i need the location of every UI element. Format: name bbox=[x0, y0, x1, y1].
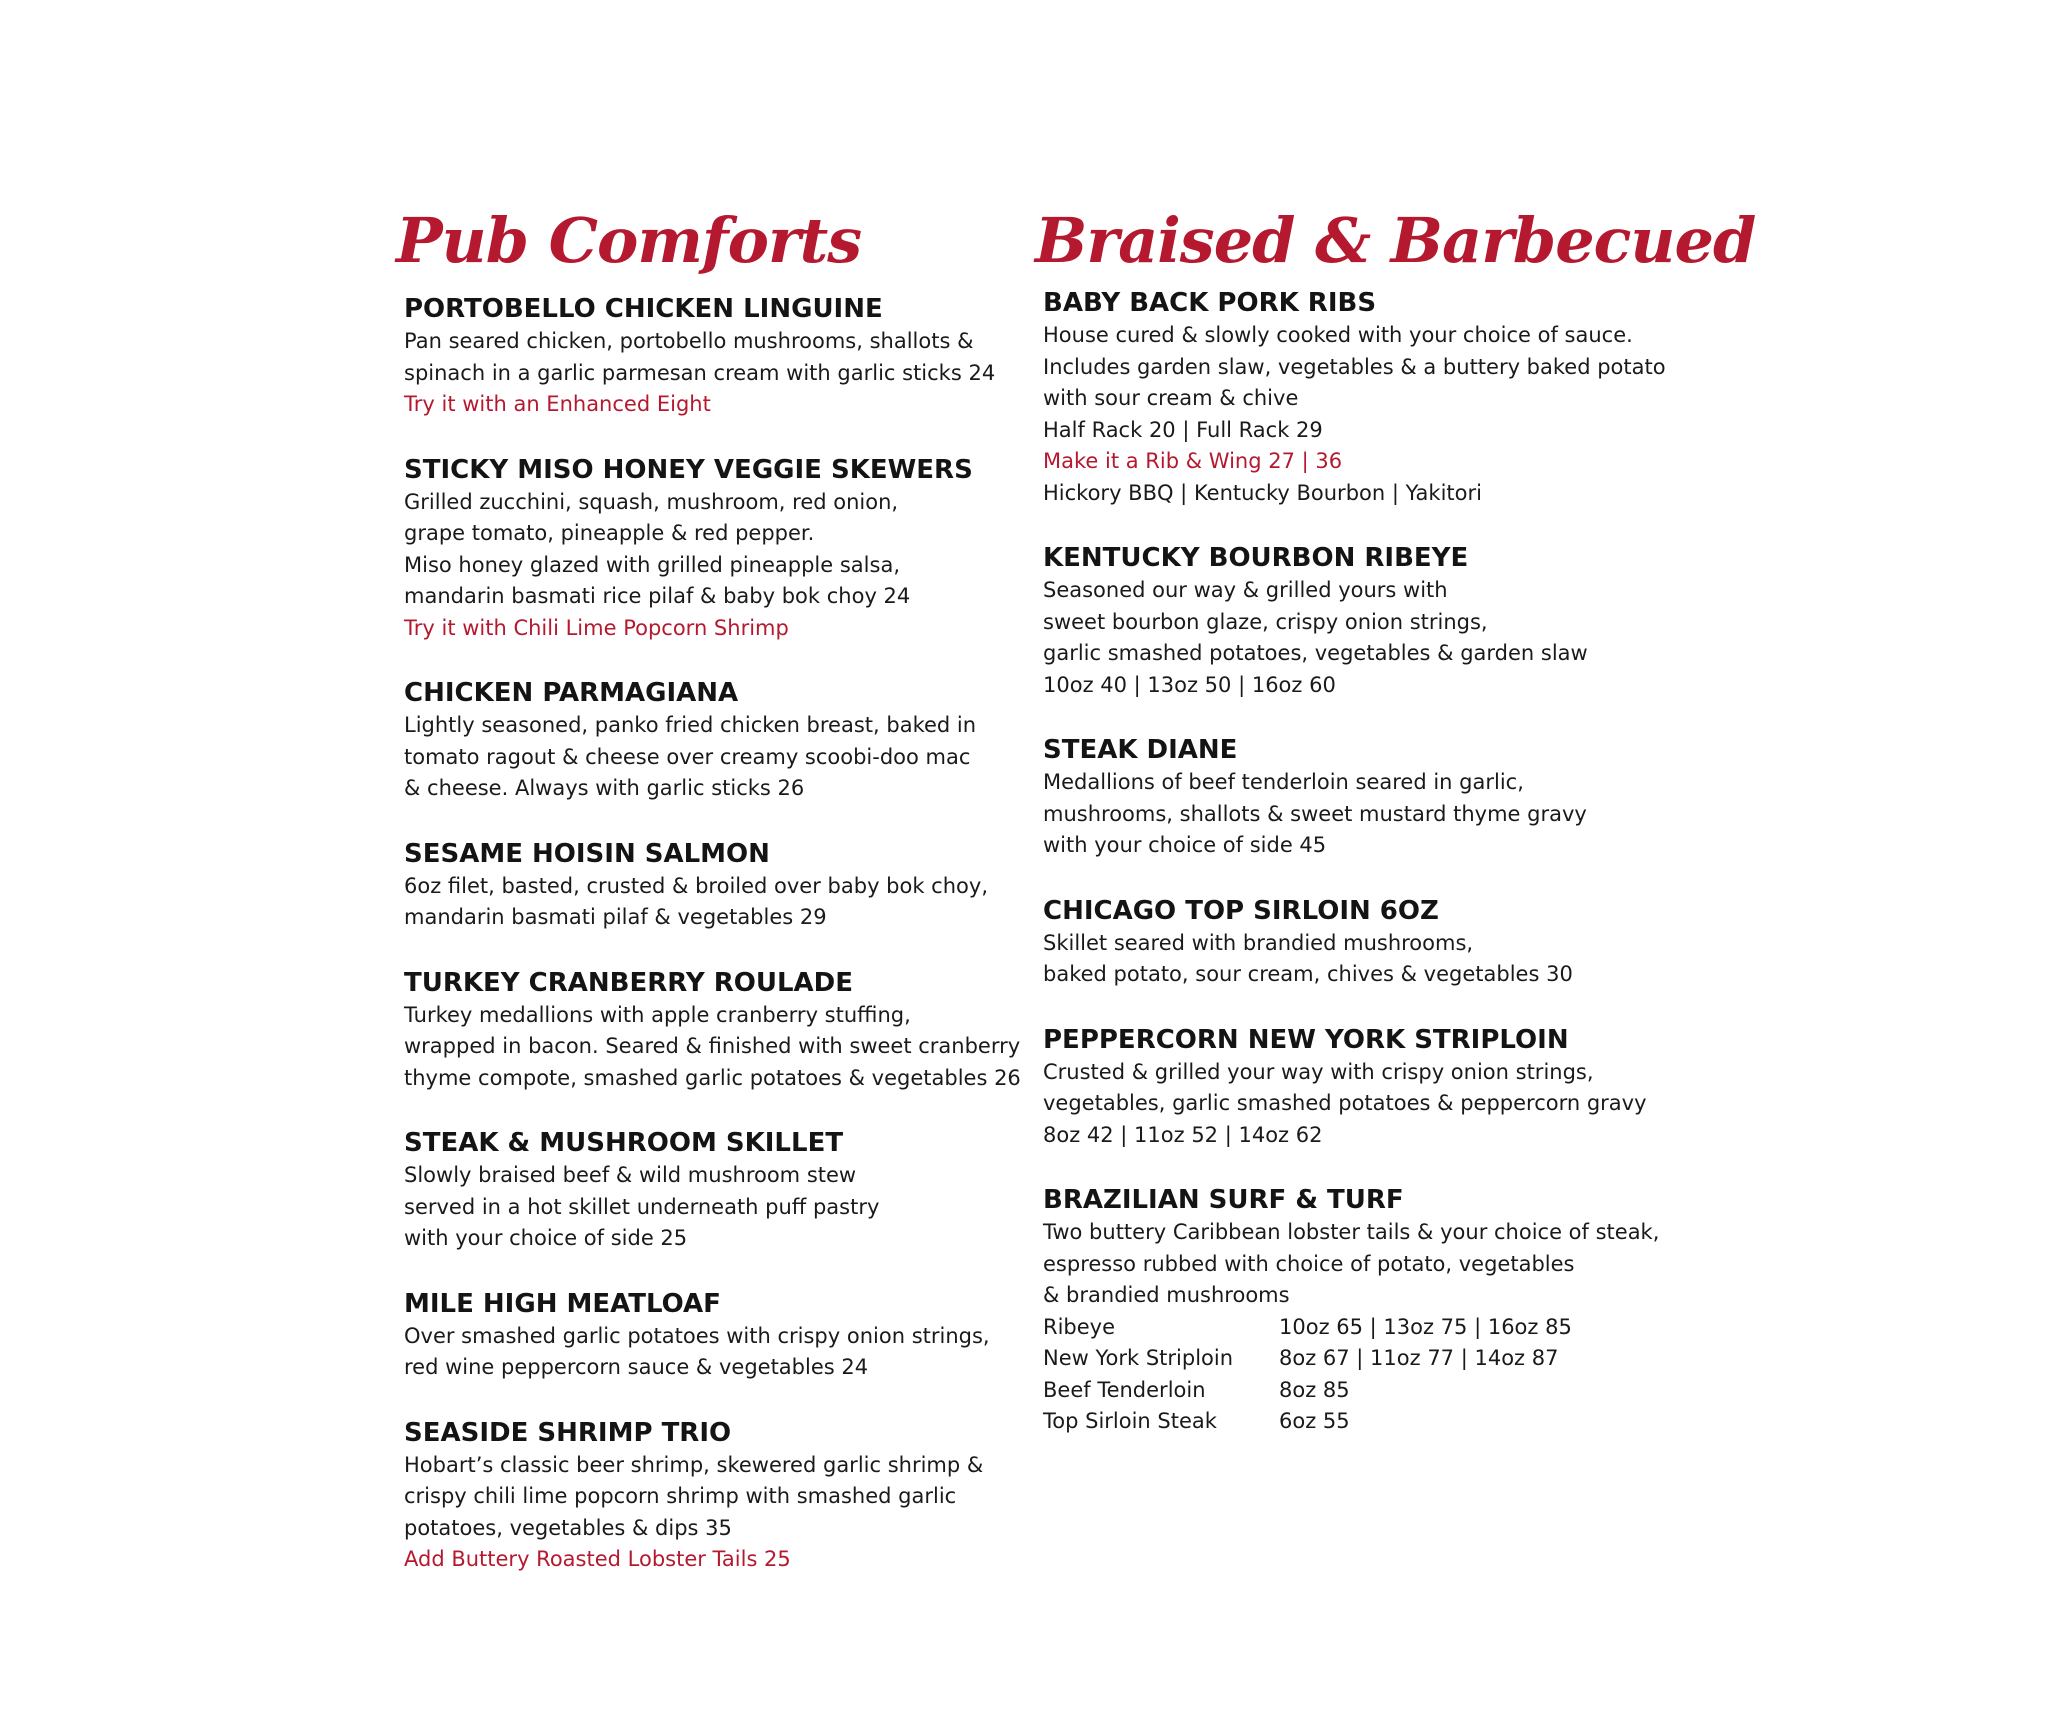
menu-column-pub-comforts bbox=[396, 200, 1036, 1608]
price-values: 6oz 55 bbox=[1279, 1409, 1350, 1433]
menu-item bbox=[404, 966, 1036, 1095]
price-row bbox=[1043, 1406, 1755, 1438]
menu-item-description: mandarin basmati pilaf & vegetables 29 bbox=[404, 905, 827, 929]
menu-item-description: spinach in a garlic parmesan cream with garlic sticks 24 bbox=[404, 360, 996, 385]
menu-item-upsell: Make it a Rib & Wing 27 | 36 bbox=[1043, 449, 1343, 473]
price-values: 10oz 65 | 13oz 75 | 16oz 85 bbox=[1279, 1314, 1572, 1339]
menu-item bbox=[404, 292, 1036, 421]
menu-item-description: Slowly braised beef & wild mushroom stew bbox=[404, 1163, 857, 1187]
menu-item-upsell: Try it with Chili Lime Popcorn Shrimp bbox=[404, 615, 789, 640]
menu-item-name: SESAME HOISIN SALMON bbox=[404, 838, 770, 869]
menu-item-name: TURKEY CRANBERRY ROULADE bbox=[404, 967, 853, 998]
menu-item-description: Hobart’s classic beer shrimp, skewered garlic shrimp & bbox=[404, 1452, 984, 1477]
price-cut-name: Beef Tenderloin bbox=[1043, 1377, 1206, 1402]
menu-item-description: Skillet seared with brandied mushrooms, bbox=[1043, 930, 1474, 955]
menu-item-description: & brandied mushrooms bbox=[1043, 1283, 1290, 1307]
menu-item-name: MILE HIGH MEATLOAF bbox=[404, 1288, 721, 1319]
menu-item-description: mandarin basmati rice pilaf & baby bok choy 24 bbox=[404, 584, 911, 608]
menu-item bbox=[404, 453, 1036, 645]
menu-item-description: sweet bourbon glaze, crispy onion strings, bbox=[1043, 609, 1488, 634]
menu-item-description: 10oz 40 | 13oz 50 | 16oz 60 bbox=[1043, 672, 1336, 697]
menu-item bbox=[404, 1126, 1036, 1255]
price-row bbox=[1043, 1312, 1755, 1344]
menu-item-description: baked potato, sour cream, chives & vegetables 30 bbox=[1043, 962, 1573, 986]
price-cut-name: Ribeye bbox=[1043, 1314, 1116, 1339]
menu-item-name: CHICKEN PARMAGIANA bbox=[404, 678, 739, 708]
menu-item-description: wrapped in bacon. Seared & finished with sweet cranberry bbox=[404, 1034, 1021, 1058]
price-row bbox=[1043, 1343, 1755, 1375]
menu-item-name: CHICAGO TOP SIRLOIN 6OZ bbox=[1043, 895, 1439, 926]
menu-item-upsell: Try it with an Enhanced Eight bbox=[404, 392, 711, 416]
menu-item bbox=[1043, 894, 1755, 991]
price-row bbox=[1043, 1375, 1755, 1407]
menu-item-description: Grilled zucchini, squash, mushroom, red onion, bbox=[404, 489, 899, 514]
menu-item bbox=[1043, 541, 1755, 701]
menu-item-name: BABY BACK PORK RIBS bbox=[1043, 288, 1377, 318]
menu-item-description: crispy chili lime popcorn shrimp with smashed garlic bbox=[404, 1484, 957, 1508]
menu-item-description: Medallions of beef tenderloin seared in garlic, bbox=[1043, 770, 1524, 794]
section-title: Pub Comforts bbox=[396, 204, 862, 277]
menu-item-description: Includes garden slaw, vegetables & a buttery baked potato bbox=[1043, 354, 1666, 379]
menu-item-description: Turkey medallions with apple cranberry stuffing, bbox=[404, 1002, 911, 1027]
menu-item-description: potatoes, vegetables & dips 35 bbox=[404, 1515, 732, 1540]
menu-item-description: Crusted & grilled your way with crispy onion strings, bbox=[1043, 1059, 1594, 1084]
menu-item bbox=[1043, 1183, 1755, 1438]
menu-item-description: 8oz 42 | 11oz 52 | 14oz 62 bbox=[1043, 1122, 1323, 1147]
menu-item-description: with your choice of side 45 bbox=[1043, 833, 1327, 857]
menu-item-description: with your choice of side 25 bbox=[404, 1226, 688, 1250]
menu-item-upsell: Add Buttery Roasted Lobster Tails 25 bbox=[404, 1547, 791, 1571]
menu-item-description: Lightly seasoned, panko fried chicken breast, baked in bbox=[404, 713, 977, 737]
menu-column-braised-barbecued bbox=[1035, 200, 1755, 1470]
menu-item-name: PORTOBELLO CHICKEN LINGUINE bbox=[404, 294, 883, 324]
price-values: 8oz 67 | 11oz 77 | 14oz 87 bbox=[1279, 1346, 1559, 1370]
section-title: Braised & Barbecued bbox=[1035, 204, 1756, 277]
menu-item-name: BRAZILIAN SURF & TURF bbox=[1043, 1185, 1404, 1215]
menu-item-description: grape tomato, pineapple & red pepper. bbox=[404, 521, 815, 545]
menu-item-description: with sour cream & chive bbox=[1043, 386, 1299, 410]
menu-item-description: House cured & slowly cooked with your choice of sauce. bbox=[1043, 323, 1633, 347]
menu-item-description: espresso rubbed with choice of potato, vegetables bbox=[1043, 1251, 1575, 1276]
menu-item-description: mushrooms, shallots & sweet mustard thyme gravy bbox=[1043, 801, 1587, 826]
menu-item-description: Half Rack 20 | Full Rack 29 bbox=[1043, 417, 1323, 442]
menu-item-description: tomato ragout & cheese over creamy scoobi-doo mac bbox=[404, 744, 971, 769]
menu-item-description: & cheese. Always with garlic sticks 26 bbox=[404, 776, 805, 800]
menu-item-description: 6oz filet, basted, crusted & broiled over baby bok choy, bbox=[404, 873, 988, 898]
menu-item-name: SEASIDE SHRIMP TRIO bbox=[404, 1417, 732, 1448]
menu-item bbox=[1043, 286, 1755, 509]
price-cut-name: Top Sirloin Steak bbox=[1043, 1409, 1217, 1433]
menu-item-description: Pan seared chicken, portobello mushrooms, shallots & bbox=[404, 329, 974, 353]
menu-item-description: Two buttery Caribbean lobster tails & your choice of steak, bbox=[1043, 1220, 1660, 1244]
menu-item-list bbox=[1035, 286, 1755, 1438]
menu-item bbox=[404, 676, 1036, 805]
menu-item-list bbox=[396, 292, 1036, 1576]
menu-item bbox=[1043, 1023, 1755, 1152]
menu-item-description: garlic smashed potatoes, vegetables & garden slaw bbox=[1043, 641, 1588, 665]
menu-item-description: Miso honey glazed with grilled pineapple salsa, bbox=[404, 552, 900, 577]
menu-item-description: Seasoned our way & grilled yours with bbox=[1043, 578, 1448, 602]
menu-item-description: vegetables, garlic smashed potatoes & peppercorn gravy bbox=[1043, 1091, 1647, 1115]
menu-item-description: thyme compote, smashed garlic potatoes & vegetables 26 bbox=[404, 1065, 1021, 1090]
menu-item-description: served in a hot skillet underneath puff pastry bbox=[404, 1194, 880, 1219]
menu-item bbox=[1043, 733, 1755, 862]
menu-item-name: STEAK DIANE bbox=[1043, 735, 1238, 765]
menu-item-name: STEAK & MUSHROOM SKILLET bbox=[404, 1128, 844, 1158]
menu-item bbox=[404, 1287, 1036, 1384]
price-cut-name: New York Striploin bbox=[1043, 1346, 1234, 1370]
price-table bbox=[1043, 1312, 1755, 1438]
menu-item-name: STICKY MISO HONEY VEGGIE SKEWERS bbox=[404, 454, 973, 485]
menu-item bbox=[404, 837, 1036, 934]
menu-item-description: red wine peppercorn sauce & vegetables 24 bbox=[404, 1355, 869, 1379]
price-values: 8oz 85 bbox=[1279, 1377, 1350, 1402]
menu-item bbox=[404, 1416, 1036, 1576]
menu-item-name: KENTUCKY BOURBON RIBEYE bbox=[1043, 543, 1469, 573]
menu-item-description: Over smashed garlic potatoes with crispy onion strings, bbox=[404, 1323, 990, 1348]
menu-item-name: PEPPERCORN NEW YORK STRIPLOIN bbox=[1043, 1024, 1569, 1055]
menu-item-description: Hickory BBQ | Kentucky Bourbon | Yakitori bbox=[1043, 480, 1482, 505]
